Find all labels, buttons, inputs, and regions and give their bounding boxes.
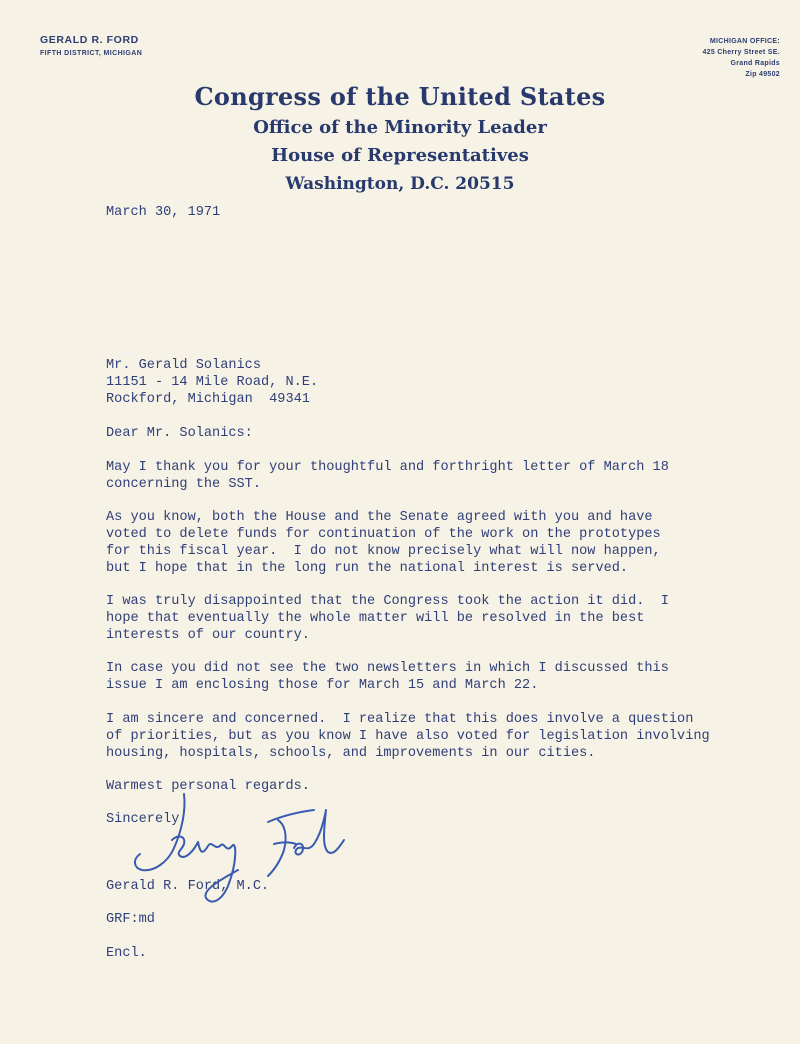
letterhead-address: Washington, D.C. 20515: [285, 174, 515, 194]
paragraph-line: concerning the SST.: [106, 477, 261, 492]
letter-date: March 30, 1971: [106, 205, 221, 220]
recipient-street: 11151 - 14 Mile Road, N.E.: [106, 375, 319, 390]
letterhead-house: House of Representatives: [271, 145, 529, 166]
paragraph-line: of priorities, but as you know I have also voted for legislation involving: [106, 729, 710, 744]
sender-district: FIFTH DISTRICT, MICHIGAN: [40, 50, 143, 57]
paragraph-line: May I thank you for your thoughtful and forthright letter of March 18: [106, 460, 669, 475]
paragraph-line: for this fiscal year. I do not know precisely what will now happen,: [106, 544, 661, 559]
paragraph-line: voted to delete funds for continuation of the work on the prototypes: [106, 527, 661, 542]
paragraph-line: interests of our country.: [106, 628, 310, 643]
paragraph-line: I am sincere and concerned. I realize that this does involve a question: [106, 712, 694, 727]
office-city: Grand Rapids: [730, 60, 780, 67]
paragraph-line: I was truly disappointed that the Congress took the action it did. I: [106, 594, 669, 609]
sender-name: GERALD R. FORD: [40, 34, 139, 46]
paragraph-line: issue I am enclosing those for March 15 and March 22.: [106, 678, 539, 693]
paragraph-line: As you know, both the House and the Senate agreed with you and have: [106, 510, 653, 525]
paragraph-line: hope that eventually the whole matter will be resolved in the best: [106, 611, 645, 626]
closing-line: Sincerely,: [106, 812, 188, 827]
sender-block: [40, 34, 142, 57]
office-label: MICHIGAN OFFICE:: [709, 38, 780, 45]
letterhead-congress: Congress of the United States: [194, 82, 606, 111]
signer-name: Gerald R. Ford, M.C.: [106, 879, 270, 894]
paragraph-line: but I hope that in the long run the national interest is served.: [106, 561, 629, 576]
letterhead: [0, 80, 800, 198]
recipient-city: Rockford, Michigan 49341: [106, 392, 310, 407]
paragraph-line: In case you did not see the two newsletters in which I discussed this: [106, 661, 669, 676]
salutation: Dear Mr. Solanics:: [106, 426, 253, 441]
paragraph-line: housing, hospitals, schools, and improvements in our cities.: [106, 746, 596, 761]
handwritten-signature: [128, 790, 348, 920]
enclosure-note: Encl.: [106, 946, 147, 961]
recipient-name: Mr. Gerald Solanics: [106, 358, 261, 373]
letterhead-office: Office of the Minority Leader: [253, 117, 547, 138]
office-street: 425 Cherry Street SE.: [702, 49, 780, 56]
office-zip: Zip 49502: [745, 71, 780, 78]
regards-line: Warmest personal regards.: [106, 779, 310, 794]
michigan-office-block: [630, 36, 780, 80]
typist-initials: GRF:md: [106, 912, 155, 927]
